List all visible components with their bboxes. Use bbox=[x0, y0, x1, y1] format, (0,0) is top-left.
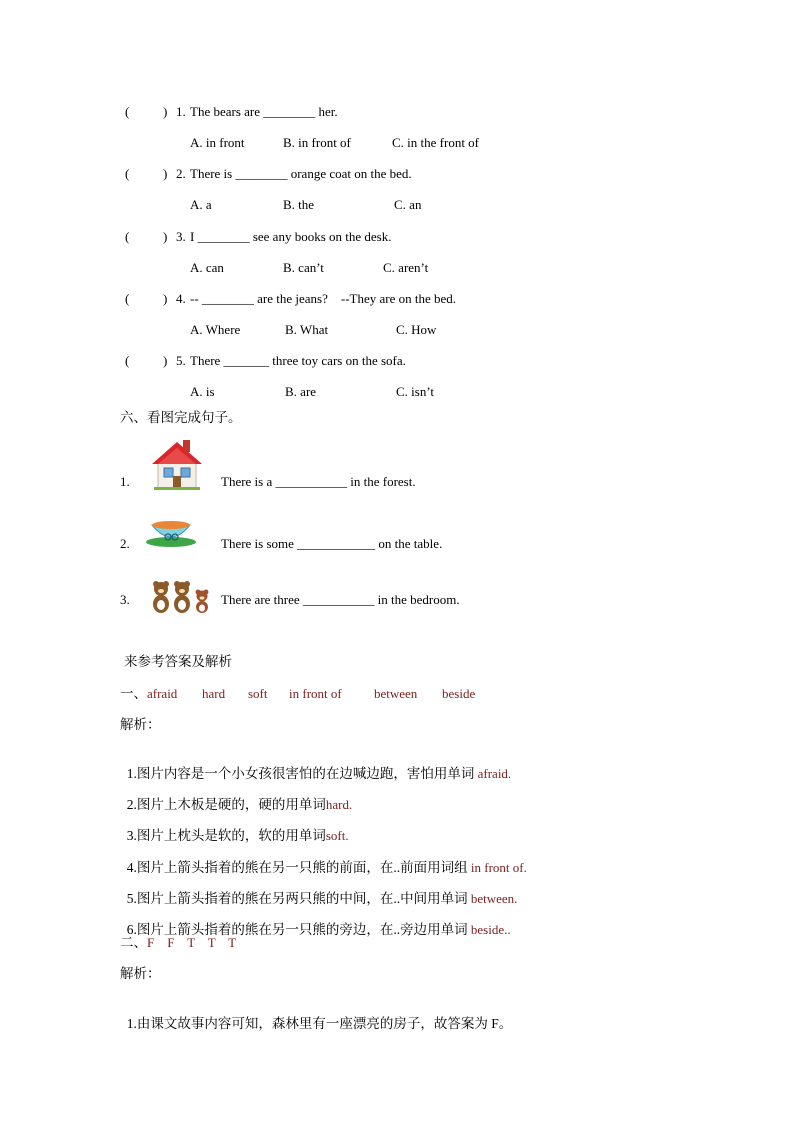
analysis-answer: afraid. bbox=[474, 766, 512, 781]
analysis-answer: beside.. bbox=[467, 922, 511, 937]
question-text: -- ________ are the jeans? --They are on the bed. bbox=[190, 291, 457, 306]
part-label: 二、 bbox=[120, 935, 147, 950]
analysis-answer: in front of. bbox=[467, 860, 527, 875]
option-a: A. is bbox=[190, 384, 215, 399]
question-text: There is ________ orange coat on the bed. bbox=[190, 166, 412, 181]
answer-word: hard bbox=[202, 686, 226, 701]
answer-word: in front of bbox=[289, 686, 342, 701]
analysis-label: 解析： bbox=[120, 966, 161, 981]
question-number: 3. bbox=[176, 229, 186, 244]
question-text: The bears are ________ her. bbox=[190, 104, 338, 119]
option-c: C. in the front of bbox=[392, 135, 480, 150]
question-text: There _______ three toy cars on the sofa. bbox=[190, 353, 406, 368]
analysis-answer: soft. bbox=[325, 828, 349, 843]
answer-bracket-close: ) bbox=[163, 353, 168, 368]
analysis-text: 1.由课文故事内容可知，森林里有一座漂亮的房子，故答案为 F。 bbox=[126, 1016, 513, 1031]
option-c: C. isn’t bbox=[396, 384, 435, 399]
picture-item-text: There are three ___________ in the bedroom. bbox=[221, 592, 460, 607]
analysis-line bbox=[120, 997, 512, 1033]
question-number: 5. bbox=[176, 353, 186, 368]
analysis-text: 6.图片上箭头指着的熊在另一只熊的旁边，在..旁边用单词 bbox=[126, 922, 468, 937]
option-b: B. the bbox=[283, 197, 315, 212]
answer-word: soft bbox=[248, 686, 268, 701]
answer-bracket-close: ) bbox=[163, 166, 168, 181]
option-a: A. can bbox=[190, 260, 224, 275]
option-a: A. in front bbox=[190, 135, 245, 150]
option-b: B. can’t bbox=[283, 260, 324, 275]
option-c: C. How bbox=[396, 322, 437, 337]
analysis-text: 4.图片上箭头指着的熊在另一只熊的前面，在..前面用词组 bbox=[126, 860, 468, 875]
option-b: B. What bbox=[285, 322, 329, 337]
answer-bracket-open: ( bbox=[125, 291, 130, 306]
analysis-answer: hard. bbox=[325, 797, 353, 812]
answer-word: between bbox=[374, 686, 418, 701]
answers-title: 来参考答案及解析 bbox=[124, 654, 232, 669]
analysis-line bbox=[120, 809, 349, 845]
house-icon bbox=[150, 436, 204, 492]
answer-bracket-open: ( bbox=[125, 104, 130, 119]
option-c: C. an bbox=[394, 197, 422, 212]
answer-word: beside bbox=[442, 686, 476, 701]
soup-bowl-icon bbox=[144, 515, 198, 549]
analysis-text: 3.图片上枕头是软的，软的用单词 bbox=[126, 828, 326, 843]
analysis-text: 5.图片上箭头指着的熊在另两只熊的中间，在..中间用单词 bbox=[126, 891, 468, 906]
option-a: A. a bbox=[190, 197, 212, 212]
question-number: 1. bbox=[176, 104, 186, 119]
answer-bracket-open: ( bbox=[125, 353, 130, 368]
question-text: I ________ see any books on the desk. bbox=[190, 229, 392, 244]
part-label: 一、 bbox=[120, 686, 147, 701]
answer-letters: F F T T T bbox=[147, 935, 237, 950]
answer-bracket-open: ( bbox=[125, 166, 130, 181]
bears-icon bbox=[150, 580, 212, 614]
picture-item-text: There is some ____________ on the table. bbox=[221, 536, 443, 551]
analysis-label: 解析： bbox=[120, 717, 161, 732]
section-6-title: 六、看图完成句子。 bbox=[120, 410, 242, 425]
picture-item-number: 1. bbox=[120, 474, 130, 489]
analysis-text: 1.图片内容是一个小女孩很害怕的在边喊边跑，害怕用单词 bbox=[126, 766, 475, 781]
question-number: 4. bbox=[176, 291, 186, 306]
question-number: 2. bbox=[176, 166, 186, 181]
answer-bracket-close: ) bbox=[163, 229, 168, 244]
answer-bracket-open: ( bbox=[125, 229, 130, 244]
picture-item-number: 3. bbox=[120, 592, 130, 607]
answer-bracket-close: ) bbox=[163, 104, 168, 119]
picture-item-text: There is a ___________ in the forest. bbox=[221, 474, 416, 489]
option-b: B. in front of bbox=[283, 135, 351, 150]
option-c: C. aren’t bbox=[383, 260, 429, 275]
answer-word: afraid bbox=[147, 686, 178, 701]
option-b: B. are bbox=[285, 384, 317, 399]
analysis-text: 2.图片上木板是硬的，硬的用单词 bbox=[126, 797, 326, 812]
option-a: A. Where bbox=[190, 322, 241, 337]
analysis-answer: between. bbox=[467, 891, 518, 906]
picture-item-number: 2. bbox=[120, 536, 130, 551]
answer-bracket-close: ) bbox=[163, 291, 168, 306]
